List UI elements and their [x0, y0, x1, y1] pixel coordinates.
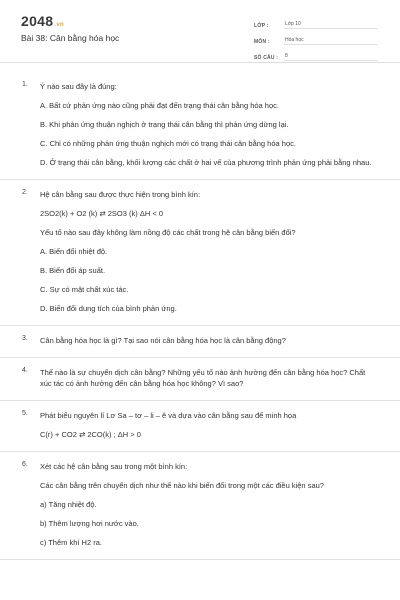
question-item	[0, 401, 400, 452]
answer-option: A. Bất cứ phản ứng nào cũng phải đạt đến trạng thái cân bằng hóa học.	[40, 101, 279, 110]
logo-suffix: .vn	[54, 22, 64, 28]
meta-value: Lớp 10	[284, 21, 378, 29]
question-item	[0, 72, 400, 180]
answer-option: A. Biến đổi nhiệt độ.	[40, 247, 108, 256]
meta-value: Hóa học	[284, 37, 378, 45]
answer-option: C. Sự có mặt chất xúc tác.	[40, 285, 129, 294]
answer-option: D. Biến đổi dung tích của bình phản ứng.	[40, 304, 177, 313]
meta-label: SỐ CÂU :	[254, 55, 279, 61]
question-item	[0, 180, 400, 326]
meta-value: 8	[284, 53, 378, 61]
question-text: Cân bằng hóa học là gì? Tại sao nói cân bằng hóa học là cân bằng động?	[40, 336, 286, 345]
question-subtext: Yếu tố nào sau đây không làm nồng độ các chất trong hệ cân bằng biến đổi?	[40, 228, 296, 237]
answer-option: c) Thêm khí H2 ra.	[40, 538, 102, 547]
question-item	[0, 358, 400, 401]
equation-line: C(r) + CO2 ⇄ 2CO(k) ; ΔH > 0	[40, 430, 141, 439]
answer-option: B. Khi phản ứng thuận nghịch ở trạng thái cân bằng thì phản ứng dừng lại.	[40, 120, 289, 129]
site-logo[interactable]	[21, 13, 64, 29]
question-number: 6.	[22, 461, 28, 468]
question-text: Xét các hệ cân bằng sau trong một bình kín:	[40, 462, 188, 471]
question-number: 3.	[22, 335, 28, 342]
question-list	[0, 72, 400, 560]
question-number: 2.	[22, 189, 28, 196]
meta-label: LỚP :	[254, 23, 269, 29]
question-number: 4.	[22, 367, 28, 374]
answer-option: B. Biến đổi áp suất.	[40, 266, 106, 275]
question-item	[0, 326, 400, 358]
meta-row-question-count	[254, 47, 378, 61]
answer-option: D. Ở trạng thái cân bằng, khối lượng các chất ở hai vế của phương trình phản ứng phải bằng nhau.	[40, 158, 372, 167]
question-text: Thế nào là sự chuyển dịch cân bằng? Những yếu tố nào ảnh hưởng đến cân bằng hóa học? Chất xúc tác có ảnh hưởng đến cân bằng hóa học không? Vì sao?	[40, 368, 366, 388]
equation-line: 2SO2(k) + O2 (k) ⇄ 2SO3 (k) ΔH < 0	[40, 209, 163, 218]
answer-option: b) Thêm lượng hơi nước vào.	[40, 519, 139, 528]
question-text: Phát biểu nguyên lí Lơ Sa – tơ – li – ê và dựa vào cân bằng sau để minh họa	[40, 411, 297, 420]
meta-row-class	[254, 15, 378, 29]
meta-row-subject	[254, 31, 378, 45]
question-number: 1.	[22, 81, 28, 88]
question-text: Ý nào sau đây là đúng:	[40, 82, 117, 91]
question-text: Hệ cân bằng sau được thực hiện trong bình kín:	[40, 190, 201, 199]
logo-text: 2048	[21, 13, 54, 29]
question-subtext: Các cân bằng trên chuyển dịch như thế nào khi biến đổi trong một các điều kiện sau?	[40, 481, 324, 490]
meta-label: MÔN :	[254, 39, 270, 45]
question-item	[0, 452, 400, 560]
worksheet-header	[0, 0, 400, 63]
answer-option: a) Tăng nhiệt độ.	[40, 500, 97, 509]
answer-option: C. Chỉ có những phản ứng thuận nghịch mới có trạng thái cân bằng hóa học.	[40, 139, 296, 148]
page-title: Bài 38: Cân bằng hóa học	[21, 33, 120, 43]
worksheet-meta	[254, 15, 378, 63]
question-number: 5.	[22, 410, 28, 417]
